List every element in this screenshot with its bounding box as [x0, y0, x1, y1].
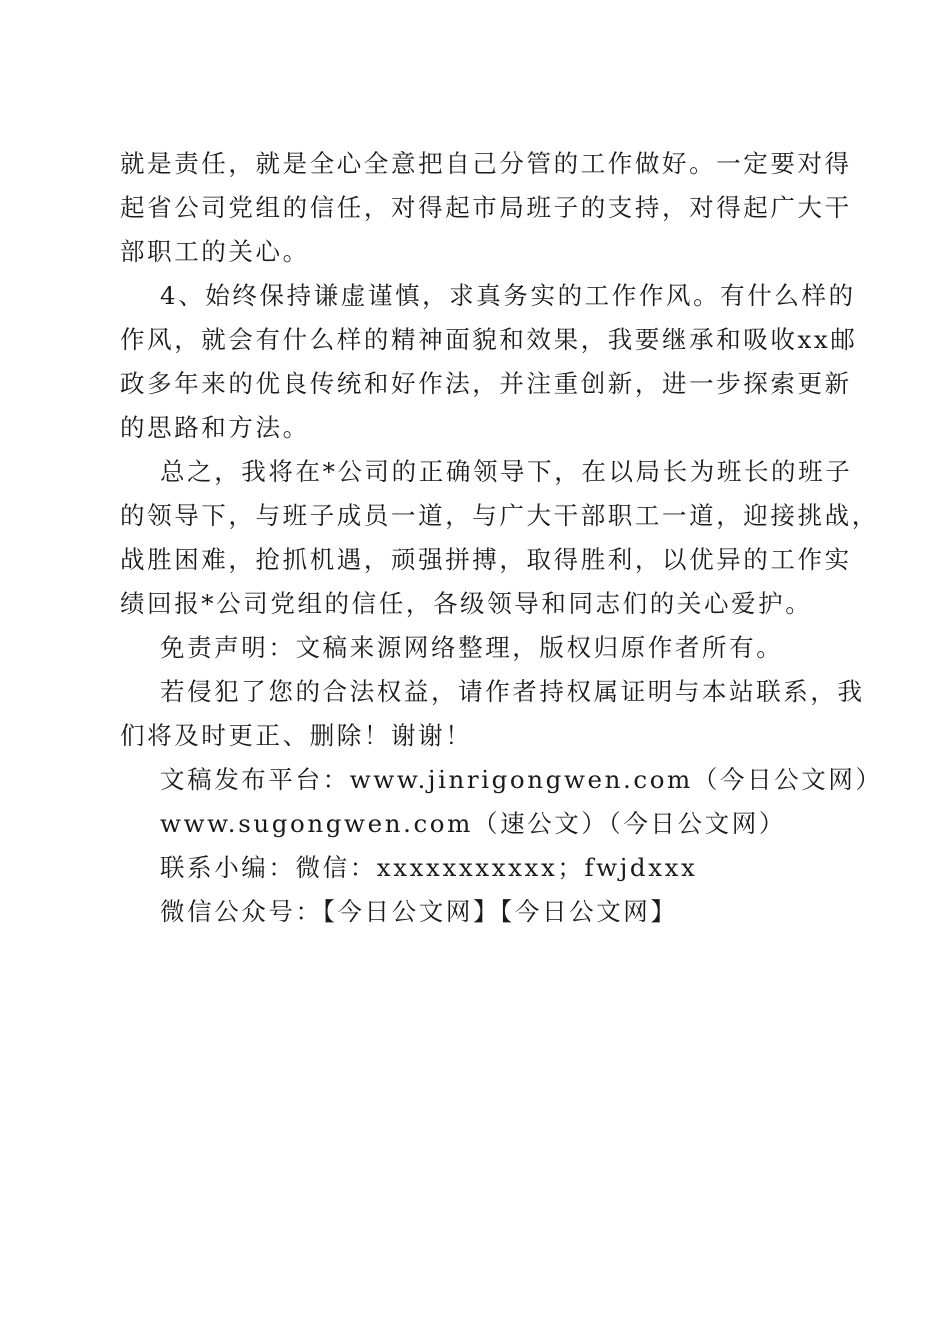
- paragraph-continuation: [120, 142, 852, 274]
- text-line: 们将及时更正、删除！谢谢！: [120, 721, 473, 750]
- text-line: 战胜困难，抢抓机遇，顽强拼搏，取得胜利，以优异的工作实: [120, 545, 852, 574]
- paragraph-disclaimer: [120, 626, 840, 670]
- text-line: 文稿发布平台：www.jinrigongwen.com（今日公文网）: [160, 765, 883, 794]
- paragraph-publish-platform: [120, 758, 883, 802]
- paragraph-contact: [120, 846, 840, 890]
- paragraph-wechat-account: [120, 890, 840, 934]
- text-line: 的思路和方法。: [120, 413, 310, 442]
- text-line: 的领导下，与班子成员一道，与广大干部职工一道，迎接挑战，: [120, 501, 879, 530]
- paragraph-work-style: [120, 274, 858, 450]
- document-page: [120, 142, 883, 934]
- paragraph-conclusion: [120, 450, 879, 626]
- text-line: 总之，我将在*公司的正确领导下，在以局长为班长的班子: [160, 457, 853, 486]
- paragraph-secondary-site: [120, 802, 840, 846]
- text-line: 就是责任，就是全心全意把自己分管的工作做好。一定要对得: [120, 149, 852, 178]
- text-line: 部职工的关心。: [120, 237, 310, 266]
- text-line: 若侵犯了您的合法权益，请作者持权属证明与本站联系，我: [160, 677, 865, 706]
- text-line: 绩回报*公司党组的信任，各级领导和同志们的关心爱护。: [120, 589, 813, 618]
- paragraph-infringement-notice: [120, 670, 865, 758]
- text-line: www.sugongwen.com（速公文）（今日公文网）: [160, 809, 786, 838]
- text-line: 政多年来的优良传统和好作法，并注重创新，进一步探索更新: [120, 369, 852, 398]
- text-line: 免责声明：文稿来源网络整理，版权归原作者所有。: [160, 633, 784, 662]
- text-line: 作风，就会有什么样的精神面貌和效果，我要继承和吸收xx邮: [120, 325, 858, 354]
- text-line: 起省公司党组的信任，对得起市局班子的支持，对得起广大干: [120, 193, 852, 222]
- text-line: 微信公众号：【今日公文网】【今日公文网】: [160, 897, 678, 926]
- text-line: 联系小编：微信：xxxxxxxxxxx；fwjdxxx: [160, 853, 698, 882]
- text-line: 4、始终保持谦虚谨慎，求真务实的工作作风。有什么样的: [160, 281, 856, 310]
